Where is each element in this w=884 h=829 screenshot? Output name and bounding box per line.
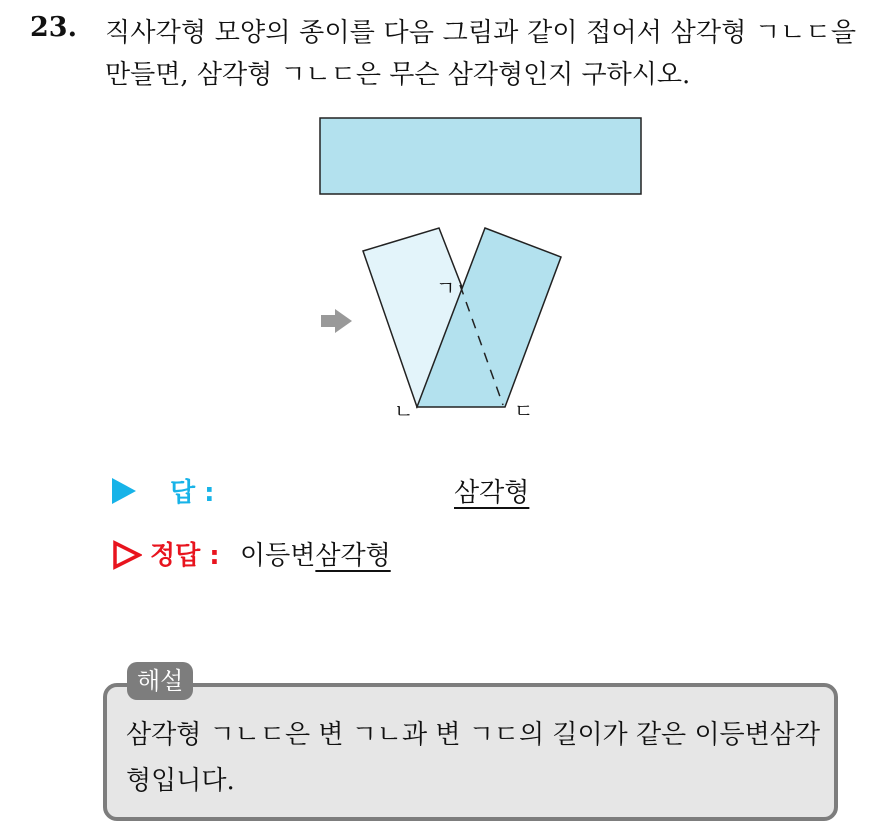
correct-answer-row: [112, 534, 712, 578]
correct-answer-value: [240, 535, 391, 572]
explanation-line-2: 형입니다.: [126, 766, 235, 796]
correct-answer-underlined: 삼각형: [315, 541, 391, 571]
arrow-right-icon: [321, 309, 352, 333]
question-number: 23.: [30, 12, 77, 43]
play-triangle-icon: [112, 478, 136, 504]
explanation-text: [126, 712, 826, 804]
explanation-line-1: 삼각형 ㄱㄴㄷ은 변 ㄱㄴ과 변 ㄱㄷ의 길이가 같은 이등변삼각: [126, 720, 821, 750]
explanation-tab: 해설: [127, 662, 193, 700]
question-line-1: 직사각형 모양의 종이를 다음 그림과 같이 접어서 삼각형 ㄱㄴㄷ을: [105, 18, 857, 48]
question-line-2: 만들면, 삼각형 ㄱㄴㄷ은 무슨 삼각형인지 구하시오.: [105, 60, 691, 90]
vertex-label-a: ㄱ: [436, 276, 456, 300]
answer-row: [112, 470, 712, 514]
unfolded-paper: [320, 118, 641, 194]
correct-answer-label: 정답 :: [150, 541, 220, 571]
outline-triangle-icon: [112, 540, 142, 570]
answer-label: 답 :: [170, 478, 215, 508]
vertex-label-b: ㄴ: [394, 399, 414, 423]
vertex-label-c: ㄷ: [514, 399, 534, 423]
correct-answer-prefix: 이등변: [240, 541, 316, 571]
answer-value: 삼각형: [454, 478, 530, 508]
